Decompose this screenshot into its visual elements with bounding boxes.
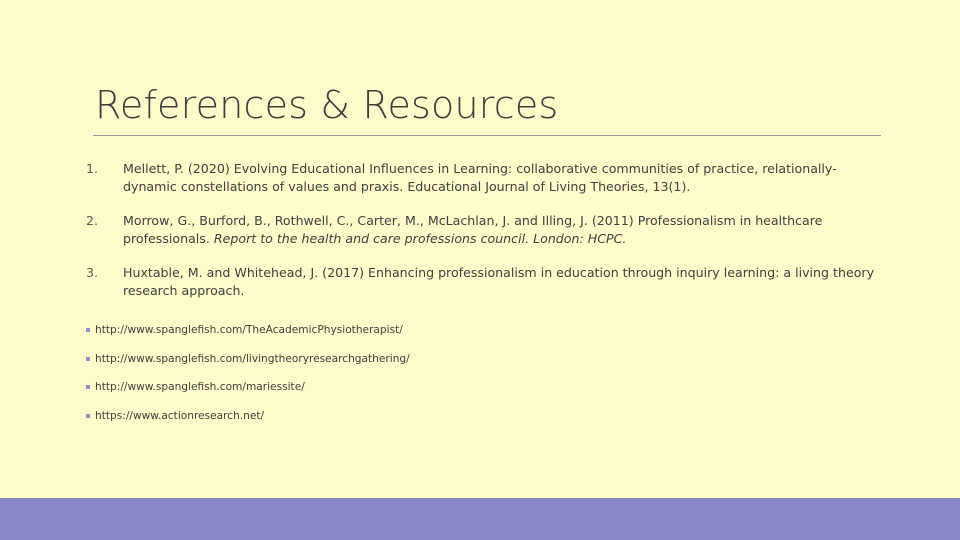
resource-link[interactable] — [86, 352, 686, 366]
reference-text — [123, 264, 876, 300]
resource-link[interactable] — [86, 409, 686, 423]
bullet-icon — [86, 357, 90, 361]
reference-body: Huxtable, M. and Whitehead, J. (2017) Enhancing professionalism in education through inquiry learning: a living theory research approach. — [123, 265, 875, 298]
reference-body: Morrow, G., Burford, B., Rothwell, C., Carter, M., McLachlan, J. and Illing, J. (2011) Professionalism in healthcare professionals. — [123, 213, 823, 246]
slide-title: References & Resources — [95, 83, 559, 127]
footer-bar — [0, 498, 960, 540]
resource-link-url[interactable]: https://www.actionresearch.net/ — [95, 409, 265, 422]
resource-link-list — [86, 323, 686, 437]
bullet-icon — [86, 328, 90, 332]
reference-item — [86, 264, 876, 300]
bullet-icon — [86, 385, 90, 389]
reference-number: 2. — [86, 213, 99, 228]
title-divider — [93, 135, 881, 136]
reference-item — [86, 212, 876, 248]
resource-link[interactable] — [86, 323, 686, 337]
reference-text — [123, 212, 876, 248]
reference-italic-source: Report to the health and care professions council. London: HCPC. — [213, 231, 627, 246]
reference-text — [123, 160, 876, 196]
reference-number: 3. — [86, 265, 99, 280]
resource-link-url[interactable]: http://www.spanglefish.com/livingtheoryresearchgathering/ — [95, 352, 410, 365]
reference-number: 1. — [86, 161, 99, 176]
resource-link[interactable] — [86, 380, 686, 394]
reference-body: Mellett, P. (2020) Evolving Educational Influences in Learning: collaborative communities of practice, relationally-dynamic constellations of values and praxis. Educational Journal of Living Theories, 13(1). — [123, 161, 837, 194]
resource-link-url[interactable]: http://www.spanglefish.com/TheAcademicPhysiotherapist/ — [95, 324, 403, 336]
resource-link-url[interactable]: http://www.spanglefish.com/mariessite/ — [95, 381, 305, 393]
bullet-icon — [86, 414, 90, 418]
reference-item — [86, 160, 876, 196]
reference-list — [86, 160, 876, 300]
